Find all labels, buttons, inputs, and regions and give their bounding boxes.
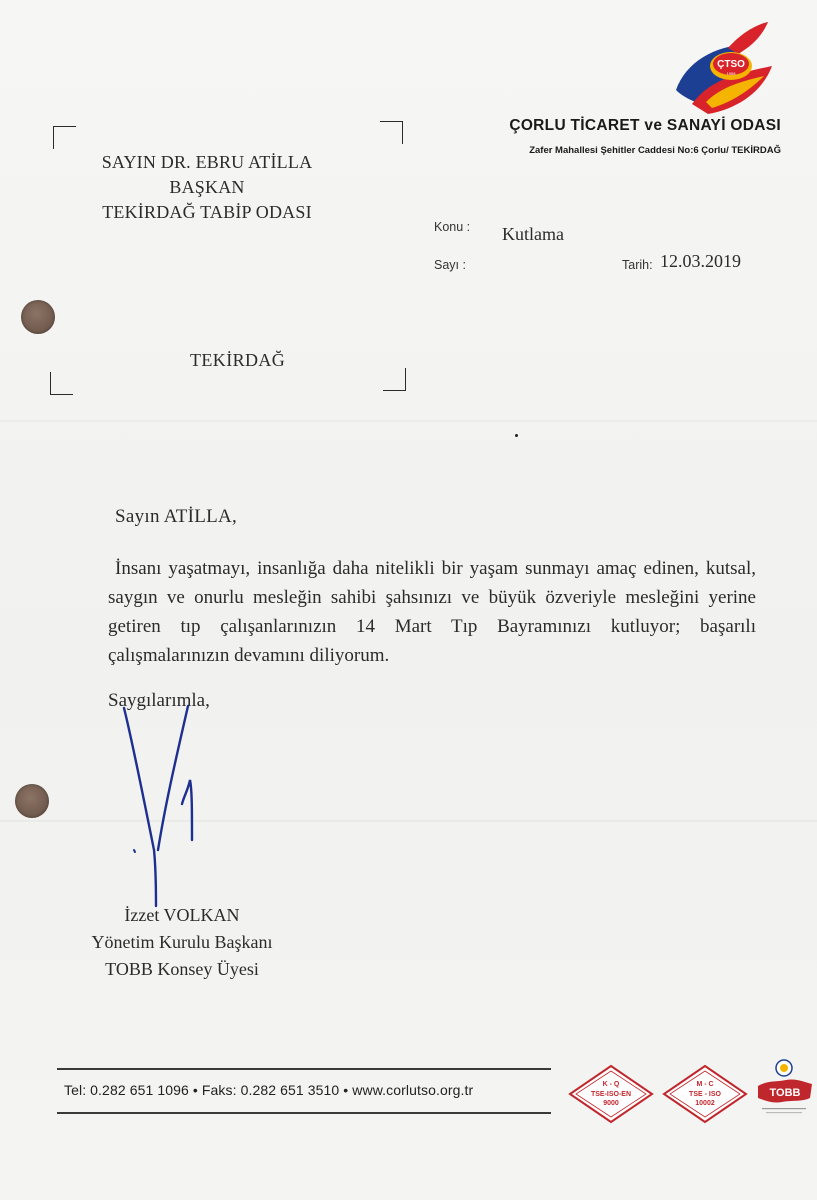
letter-body: İnsanı yaşatmayı, insanlığa daha nitelikli bir yaşam sunmayı amaç edinen, kutsal, saygın ve onurlu mesleğin sahibi şahsınızı ve büyük özveriyle mesleğini yerine getiren tıp çalışanlarınızın 14 Mart Tıp Bayramınızı kutluyor; başarılı çalışmalarınızın devamını diliyorum. [108, 558, 756, 666]
logo-text: ÇTSO [717, 59, 745, 70]
org-name: ÇORLU TİCARET ve SANAYİ ODASI [509, 117, 781, 134]
greeting: Sayın ATİLLA, [115, 506, 238, 527]
punch-hole [15, 784, 49, 818]
logo-year: 1958 [726, 71, 736, 76]
address-corner-mark [50, 372, 73, 395]
address-corner-mark [383, 368, 406, 391]
cert2-line3: 10002 [695, 1100, 715, 1107]
tse-iso-10002-badge [662, 1064, 748, 1124]
cert2-line1: M - C [696, 1081, 714, 1088]
subject-label: Konu : [434, 220, 471, 234]
signer-title: Yönetim Kurulu Başkanı [91, 932, 273, 952]
closing: Saygılarımla, [108, 690, 210, 711]
footer-rule-top [57, 1068, 551, 1070]
number-label: Sayı : [434, 258, 466, 272]
signer-block [60, 902, 304, 983]
date-value: 12.03.2019 [660, 251, 741, 271]
punch-hole [21, 300, 55, 334]
tobb-logo [752, 1058, 816, 1128]
footer-rule-bottom [57, 1112, 551, 1114]
recipient-block [62, 150, 352, 225]
cert1-line1: K - Q [602, 1081, 620, 1088]
recipient-city: TEKİRDAĞ [190, 350, 286, 370]
org-header [509, 117, 781, 156]
signer-name: İzzet VOLKAN [124, 905, 240, 925]
handwritten-signature [112, 700, 222, 912]
recipient-title: BAŞKAN [169, 177, 245, 197]
ink-dot [515, 434, 518, 437]
tobb-text: TOBB [769, 1087, 801, 1099]
date-label: Tarih: [622, 258, 653, 272]
recipient-name: SAYIN DR. EBRU ATİLLA [101, 152, 313, 172]
footer-contact: Tel: 0.282 651 1096 • Faks: 0.282 651 3510 • www.corlutso.org.tr [64, 1082, 474, 1098]
cert2-line2: TSE - ISO [689, 1091, 721, 1098]
address-corner-mark [380, 121, 403, 144]
tse-iso-9000-badge [568, 1064, 654, 1124]
cert1-line2: TSE-ISO-EN [590, 1091, 632, 1098]
org-address: Zafer Mahallesi Şehitler Caddesi No:6 Çorlu/ TEKİRDAĞ [529, 145, 781, 156]
cert1-line3: 9000 [603, 1100, 619, 1107]
ctso-logo [668, 18, 780, 118]
signer-role: TOBB Konsey Üyesi [105, 959, 259, 979]
address-corner-mark [53, 126, 76, 149]
paper-fold [0, 420, 817, 422]
subject-value: Kutlama [502, 224, 564, 244]
recipient-organization: TEKİRDAĞ TABİP ODASI [102, 202, 312, 222]
